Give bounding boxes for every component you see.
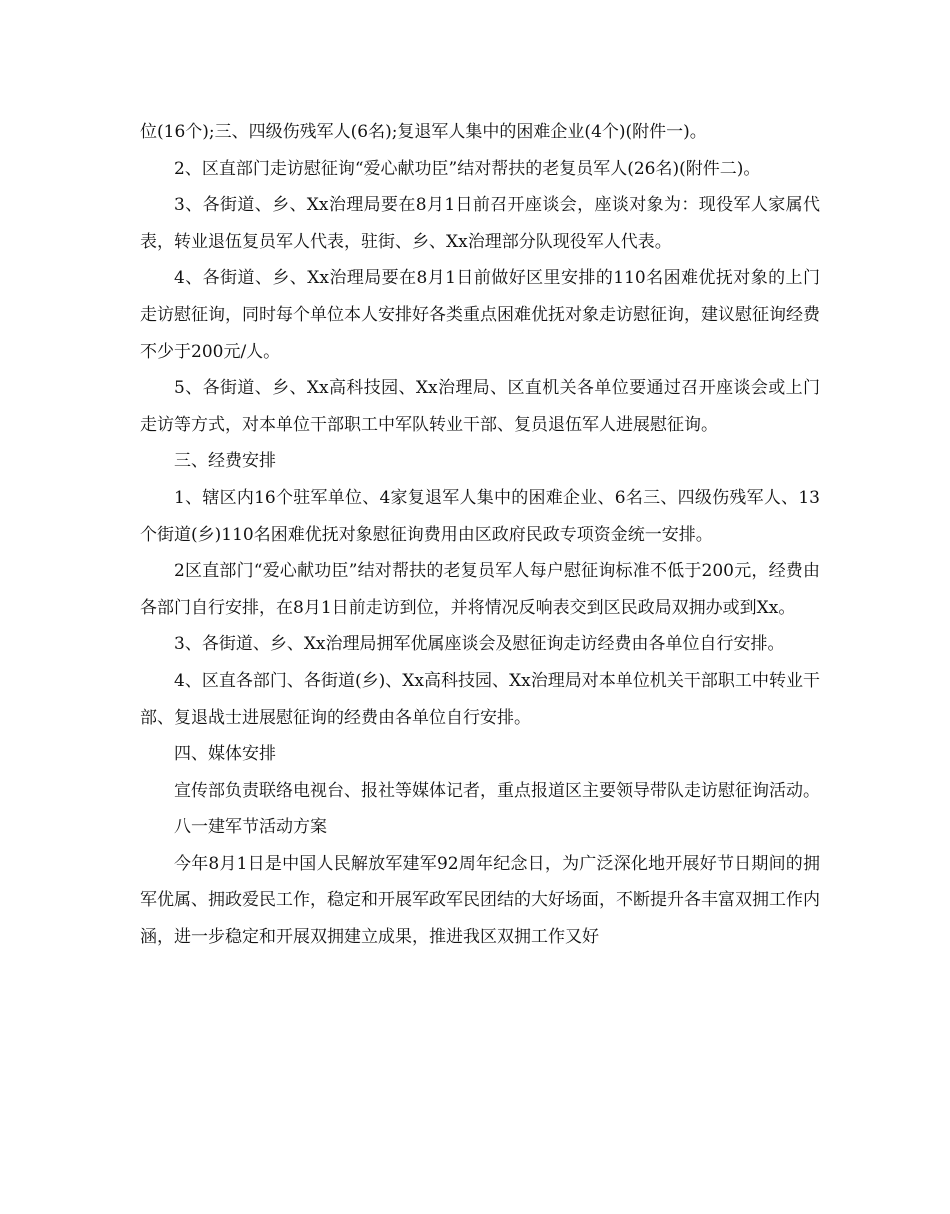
paragraph-12: 宣传部负责联络电视台、报社等媒体记者，重点报道区主要领导带队走访慰征询活动。 (174, 780, 820, 801)
paragraph-4: 4、各街道、乡、Xx治理局要在8月1日前做好区里安排的110名困难优抚对象的上门走访慰征询，同时每个单位本人安排好各类重点困难优抚对象走访慰征询，建议慰征询经费不少于200元/人。 (140, 268, 820, 362)
section-heading-funding: 三、经费安排 (174, 451, 276, 472)
document-body (140, 114, 820, 956)
paragraph-2: 2、区直部门走访慰征询“爱心献功臣”结对帮扶的老复员军人(26名)(附件二)。 (174, 158, 761, 179)
section-heading-media: 四、媒体安排 (174, 744, 276, 765)
paragraph-9: 3、各街道、乡、Xx治理局拥军优属座谈会及慰征询走访经费由各单位自行安排。 (174, 634, 785, 655)
paragraph-1: 位(16个);三、四级伤残军人(6名);复退军人集中的困难企业(4个)(附件一)。 (140, 122, 707, 142)
paragraph-10: 4、区直各部门、各街道(乡)、Xx高科技园、Xx治理局对本单位机关干部职工中转业干部、复退战士进展慰征询的经费由各单位自行安排。 (140, 670, 820, 728)
paragraph-14: 今年8月1日是中国人民解放军建军92周年纪念日，为广泛深化地开展好节日期间的拥军优属、拥政爱民工作，稳定和开展军政军民团结的大好场面，不断提升各丰富双拥工作内涵，进一步稳定和开展双拥建立成果，推进我区双拥工作又好 (140, 853, 820, 948)
section-heading-plan: 八一建军节活动方案 (174, 817, 327, 838)
paragraph-3: 3、各街道、乡、Xx治理局要在8月1日前召开座谈会，座谈对象为：现役军人家属代表，转业退伍复员军人代表，驻街、乡、Xx治理部分队现役军人代表。 (140, 195, 820, 252)
paragraph-5: 5、各街道、乡、Xx高科技园、Xx治理局、区直机关各单位要通过召开座谈会或上门走访等方式，对本单位干部职工中军队转业干部、复员退伍军人进展慰征询。 (140, 378, 820, 435)
paragraph-7: 1、辖区内16个驻军单位、4家复退军人集中的困难企业、6名三、四级伤残军人、13个街道(乡)110名困难优抚对象慰征询费用由区政府民政专项资金统一安排。 (140, 487, 820, 545)
paragraph-8: 2区直部门“爱心献功臣”结对帮扶的老复员军人每户慰征询标准不低于200元，经费由各部门自行安排，在8月1日前走访到位，并将情况反响表交到区民政局双拥办或到Xx。 (140, 561, 820, 618)
